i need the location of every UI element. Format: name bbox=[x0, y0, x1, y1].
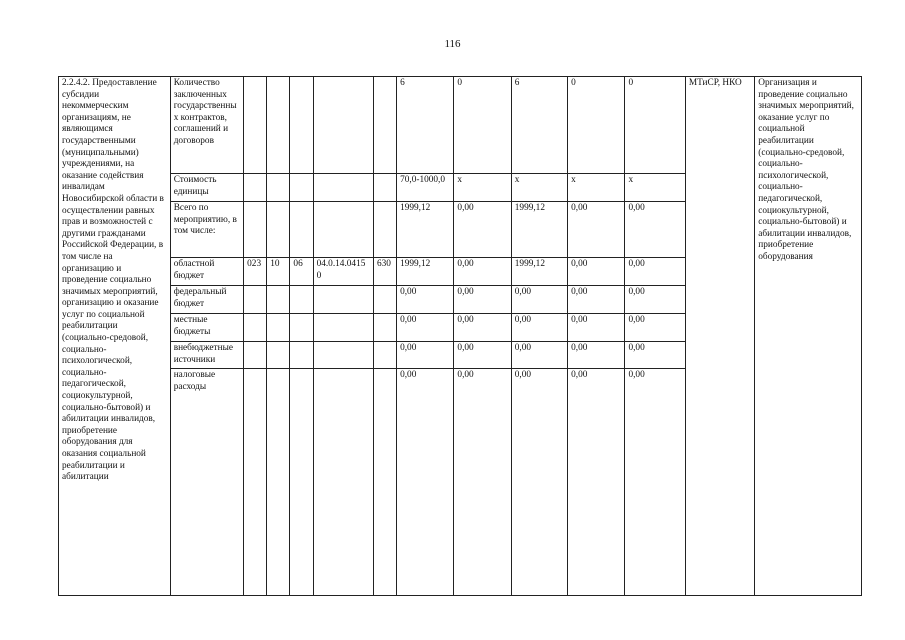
value-cell: 0,00 bbox=[568, 369, 625, 596]
value-cell: 0,00 bbox=[454, 342, 511, 369]
result-cell: Организация и проведение социально значимых мероприятий, оказание услуг по социальной реабилитации (социально-средовой, социально-психологической, социально-педагогической, социокультурной, социально-бытовой) и абилитации инвалидов, приобретение оборудования bbox=[755, 77, 862, 596]
value-cell: 0,00 bbox=[568, 258, 625, 286]
value-cell: x bbox=[511, 174, 567, 202]
pr-cell bbox=[290, 202, 313, 258]
csr-cell bbox=[313, 369, 373, 596]
value-cell: 0,00 bbox=[625, 286, 685, 314]
value-cell: 0,00 bbox=[454, 369, 511, 596]
indicator-cell: налоговые расходы bbox=[170, 369, 243, 596]
pr-cell bbox=[290, 77, 313, 174]
page-number: 116 bbox=[444, 38, 461, 50]
value-cell: 0,00 bbox=[511, 369, 567, 596]
executor-cell: МТиСР, НКО bbox=[685, 77, 754, 596]
value-cell: 0,00 bbox=[568, 314, 625, 342]
csr-cell bbox=[313, 77, 373, 174]
pr-cell bbox=[290, 286, 313, 314]
value-cell: 0,00 bbox=[625, 314, 685, 342]
value-cell: 0 bbox=[454, 77, 511, 174]
indicator-cell: местные бюджеты bbox=[170, 314, 243, 342]
pr-cell bbox=[290, 174, 313, 202]
value-cell: 0,00 bbox=[625, 258, 685, 286]
value-cell: 0 bbox=[625, 77, 685, 174]
value-cell: 0,00 bbox=[397, 342, 454, 369]
value-cell: 0 bbox=[568, 77, 625, 174]
rz-cell bbox=[267, 202, 290, 258]
value-cell: 0,00 bbox=[511, 286, 567, 314]
pr-cell bbox=[290, 314, 313, 342]
value-cell: 0,00 bbox=[454, 258, 511, 286]
value-cell: x bbox=[625, 174, 685, 202]
grbs-cell bbox=[244, 202, 267, 258]
rz-cell bbox=[267, 286, 290, 314]
value-cell: x bbox=[454, 174, 511, 202]
grbs-cell: 023 bbox=[244, 258, 267, 286]
indicator-cell: Стоимость единицы bbox=[170, 174, 243, 202]
vr-cell bbox=[373, 369, 396, 596]
value-cell: 1999,12 bbox=[511, 202, 567, 258]
rz-cell: 10 bbox=[267, 258, 290, 286]
vr-cell bbox=[373, 174, 396, 202]
table-row bbox=[59, 77, 862, 174]
value-cell: 0,00 bbox=[625, 369, 685, 596]
vr-cell bbox=[373, 202, 396, 258]
value-cell: 0,00 bbox=[397, 314, 454, 342]
value-cell: 1999,12 bbox=[397, 202, 454, 258]
csr-cell bbox=[313, 314, 373, 342]
value-cell: 0,00 bbox=[511, 342, 567, 369]
value-cell: 6 bbox=[397, 77, 454, 174]
csr-cell bbox=[313, 342, 373, 369]
vr-cell bbox=[373, 342, 396, 369]
grbs-cell bbox=[244, 369, 267, 596]
value-cell: 1999,12 bbox=[511, 258, 567, 286]
rz-cell bbox=[267, 342, 290, 369]
pr-cell: 06 bbox=[290, 258, 313, 286]
vr-cell bbox=[373, 286, 396, 314]
grbs-cell bbox=[244, 77, 267, 174]
value-cell: 0,00 bbox=[625, 202, 685, 258]
csr-cell: 04.0.14.04150 bbox=[313, 258, 373, 286]
indicator-cell: федеральный бюджет bbox=[170, 286, 243, 314]
csr-cell bbox=[313, 202, 373, 258]
value-cell: x bbox=[568, 174, 625, 202]
indicator-cell: внебюджетные источники bbox=[170, 342, 243, 369]
grbs-cell bbox=[244, 174, 267, 202]
pr-cell bbox=[290, 342, 313, 369]
value-cell: 0,00 bbox=[568, 286, 625, 314]
grbs-cell bbox=[244, 286, 267, 314]
csr-cell bbox=[313, 286, 373, 314]
value-cell: 1999,12 bbox=[397, 258, 454, 286]
indicator-cell: Количество заключенных государственных контрактов, соглашений и договоров bbox=[170, 77, 243, 174]
vr-cell bbox=[373, 314, 396, 342]
measure-name-cell: 2.2.4.2. Предоставление субсидии некоммерческим организациям, не являющимся государственными (муниципальными) учреждениями, на оказание содействия инвалидам Новосибирской области в осуществлении равных прав и возможностей с другими гражданами Российской Федерации, в том числе на организацию и проведение социально значимых мероприятий, организацию и оказание услуг по социальной реабилитации (социально-средовой, социально-психологической, социально-педагогической, социокультурной, социально-бытовой) и абилитации инвалидов, приобретение оборудования для оказания социальной реабилитации и абилитации bbox=[59, 77, 171, 596]
value-cell: 0,00 bbox=[625, 342, 685, 369]
vr-cell bbox=[373, 77, 396, 174]
value-cell: 0,00 bbox=[397, 369, 454, 596]
rz-cell bbox=[267, 174, 290, 202]
value-cell: 6 bbox=[511, 77, 567, 174]
value-cell: 0,00 bbox=[568, 202, 625, 258]
indicator-cell: областной бюджет bbox=[170, 258, 243, 286]
value-cell: 0,00 bbox=[454, 202, 511, 258]
value-cell: 0,00 bbox=[397, 286, 454, 314]
value-cell: 0,00 bbox=[454, 314, 511, 342]
pr-cell bbox=[290, 369, 313, 596]
measure-table bbox=[58, 76, 862, 596]
grbs-cell bbox=[244, 342, 267, 369]
rz-cell bbox=[267, 77, 290, 174]
csr-cell bbox=[313, 174, 373, 202]
grbs-cell bbox=[244, 314, 267, 342]
value-cell: 0,00 bbox=[454, 286, 511, 314]
vr-cell: 630 bbox=[373, 258, 396, 286]
rz-cell bbox=[267, 314, 290, 342]
value-cell: 70,0-1000,0 bbox=[397, 174, 454, 202]
indicator-cell: Всего по мероприятию, в том числе: bbox=[170, 202, 243, 258]
value-cell: 0,00 bbox=[511, 314, 567, 342]
rz-cell bbox=[267, 369, 290, 596]
value-cell: 0,00 bbox=[568, 342, 625, 369]
